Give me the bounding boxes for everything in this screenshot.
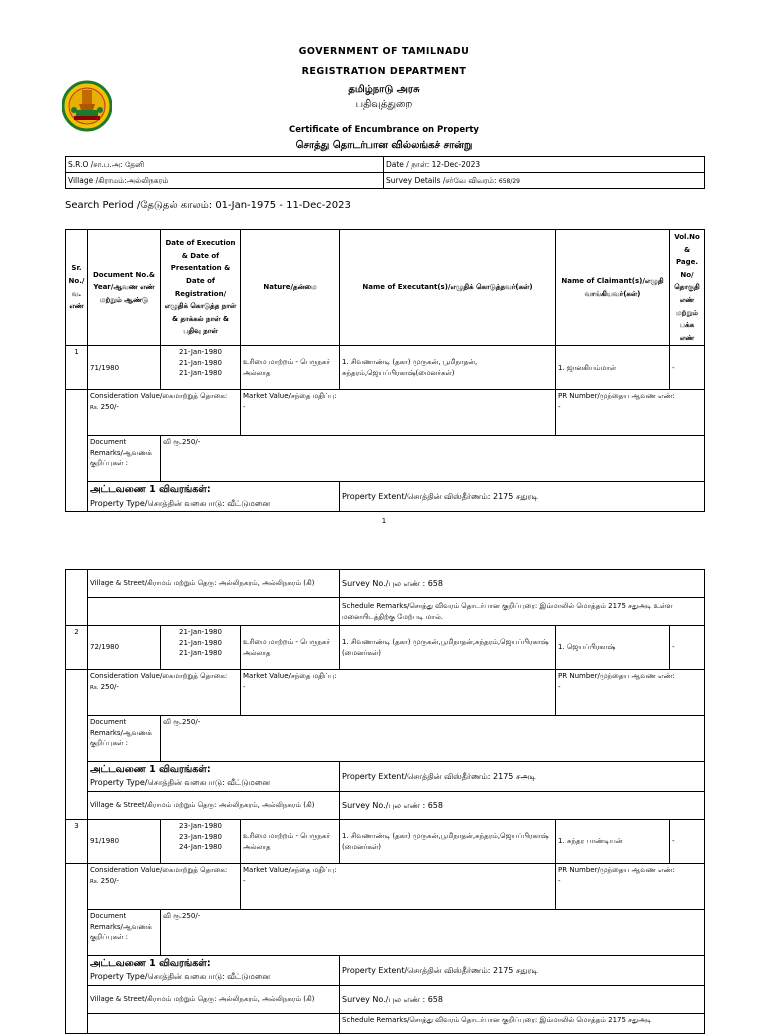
entry-vol: - (670, 626, 705, 670)
govt-title-tamil: தமிழ்நாடு அரசு (348, 84, 420, 95)
remarks-row (66, 910, 705, 956)
remarks-row (66, 716, 705, 762)
remarks-value: வி ரூ.250/- (161, 716, 705, 762)
entry-dates: 21-Jan-1980 21-Jan-1980 21-Jan-1980 (161, 346, 241, 390)
property-extent: Property Extent/சொத்தின் விஸ்தீர்ணம்: 2175 சஅடி (340, 762, 705, 792)
entry-sr: 1 (66, 346, 88, 390)
remarks-label: Document Remarks/ஆவணக் குறிப்புகள் : (88, 436, 161, 482)
dept-title-tamil: பதிவுத்துறை (355, 99, 413, 110)
entry-executant: 1. சிவணாண்டி (தகா) முருகன்,பூமிநாதன்,சுந்தரம்,ஜெயப்பிரகாஷ் (மைனர்கள்) (340, 626, 556, 670)
entry-nature: உரிமை மாற்றம் - பெருநகர் அல்லாத (241, 626, 340, 670)
entries-table-page2 (65, 569, 705, 1034)
schedule-row (66, 956, 705, 986)
dept-title: REGISTRATION DEPARTMENT (301, 66, 467, 77)
entries-table-page1 (65, 229, 705, 512)
entry-sr: 2 (66, 626, 88, 670)
col-doc: Document No.& Year/ஆவண எண் மற்றும் ஆண்டு (88, 230, 161, 346)
entry-sr: 3 (66, 820, 88, 864)
property-extent: Property Extent/சொத்தின் விஸ்தீர்ணம்: 2175 சதுரடி (340, 482, 705, 512)
entry-dates: 23-Jan-1980 23-Jan-1980 24-Jan-1980 (161, 820, 241, 864)
consideration-row (66, 390, 705, 436)
table-row (66, 626, 705, 670)
remarks-row (66, 436, 705, 482)
market-value-cell: Market Value/சந்தை மதிப்பு: - (241, 864, 556, 910)
village-street-cell: Village & Street/கிராமம் மற்றும் தெரு: அல்லிநகரம், அல்லிநகரம் (கி) (88, 570, 340, 598)
table-row (66, 346, 705, 390)
market-value-cell: Market Value/சந்தை மதிப்பு: - (241, 390, 556, 436)
consideration-cell: Consideration Value/கைமாற்றுத் தொகை: Rs. 250/- (88, 864, 241, 910)
entry-doc: 72/1980 (88, 626, 161, 670)
entry-claimant: 1. ஜானகியம்மாள் (556, 346, 670, 390)
schedule-row (66, 482, 705, 512)
remarks-label: Document Remarks/ஆவணக் குறிப்புகள் : (88, 716, 161, 762)
certificate-title-tamil: சொத்து தொடர்பான வில்லங்கச் சான்று (295, 140, 473, 151)
remarks-value: வி ரூ.250/- (161, 436, 705, 482)
entry-vol: - (670, 346, 705, 390)
col-claimant: Name of Claimant(s)/எழுதி வாங்கியவர்(கள்) (556, 230, 670, 346)
market-value-cell: Market Value/சந்தை மதிப்பு: - (241, 670, 556, 716)
entry-executant: 1. சிவணாண்டி (தகா) முருகன், பூமிநாதன், சுந்தரம்,ஜெயப்பிரகாஷ்(மைனர்கள்) (340, 346, 556, 390)
schedule-remarks-cell: Schedule Remarks/சொத்து விவரம் தொடர்பான குறிப்புரை: இம்மாலில் மொத்தம் 2175 சதுஅடி உள்ள மனையிடத்திற்கு மேற்படி மால். (340, 598, 705, 626)
col-executant: Name of Executant(s)/எழுதிக் கொடுத்தவர்(கள்) (340, 230, 556, 346)
col-nature: Nature/தன்மை (241, 230, 340, 346)
village-street-row (66, 570, 705, 598)
entry-claimant: 1. ஜெயப்பிரகாஷ் (556, 626, 670, 670)
column-headers (66, 230, 705, 346)
survey-no-cell: Survey No./புல எண் : 658 (340, 986, 705, 1014)
survey-details-cell: Survey Details /சர்வே விவரம்: 658/29 (384, 173, 705, 189)
village-street-cell: Village & Street/கிராமம் மற்றும் தெரு: அல்லிநகரம், அல்லிநகரம் (கி) (88, 986, 340, 1014)
page-2 (0, 540, 768, 1024)
meta-table (65, 156, 705, 189)
entry-claimant: 1. சுந்தர பாண்டியன் (556, 820, 670, 864)
village-cell: Village /கிராமம்:அல்லிநகரம் (66, 173, 384, 189)
entry-doc: 91/1980 (88, 820, 161, 864)
govt-title: GOVERNMENT OF TAMILNADU (298, 46, 470, 57)
consideration-row (66, 670, 705, 716)
certificate-title: Certificate of Encumbrance on Property (289, 125, 479, 135)
pr-number-cell: PR Number/முந்தைய ஆவண எண்: - (556, 390, 705, 436)
village-street-row (66, 792, 705, 820)
pr-number-cell: PR Number/முந்தைய ஆவண எண்: - (556, 670, 705, 716)
sro-cell: S.R.O /சா.ப.அ: தேனி (66, 157, 384, 173)
schedule-remarks-row (66, 598, 705, 626)
table-row (66, 820, 705, 864)
village-street-row (66, 986, 705, 1014)
page-number: 1 (381, 517, 387, 525)
search-period: Search Period /தேடுதல் காலம்: 01-Jan-1975 - 11-Dec-2023 (65, 200, 351, 211)
schedule-cell: அட்டவணை 1 விவரங்கள்: Property Type/சொத்தின் வகைபாடு: வீட்டுமனை (88, 482, 340, 512)
remarks-label: Document Remarks/ஆவணக் குறிப்புகள் : (88, 910, 161, 956)
consideration-cell: Consideration Value/கைமாற்றுத் தொகை: Rs. 250/- (88, 670, 241, 716)
col-sr: Sr. No./ வ. எண் (66, 230, 88, 346)
entry-dates: 21-Jan-1980 21-Jan-1980 21-Jan-1980 (161, 626, 241, 670)
pr-number-cell: PR Number/முந்தைய ஆவண எண்: - (556, 864, 705, 910)
col-dates: Date of Execution & Date of Presentation & Date of Registration/ எழுதிக் கொடுத்த நாள் & தாக்கல் நாள் & பதிவு நாள் (161, 230, 241, 346)
schedule-cell: அட்டவணை 1 விவரங்கள்: Property Type/சொத்தின் வகைபாடு: வீட்டுமனை (88, 762, 340, 792)
col-vol: Vol.No & Page. No/ தொகுதி எண் மற்றும் பக்க எண் (670, 230, 705, 346)
schedule-row (66, 762, 705, 792)
property-extent: Property Extent/சொத்தின் விஸ்தீர்ணம்: 2175 சதுரடி (340, 956, 705, 986)
survey-no-cell: Survey No./புல எண் : 658 (340, 570, 705, 598)
schedule-remarks-cell: Schedule Remarks/சொத்து விவரம் தொடர்பான குறிப்புரை: இம்மாலில் மொத்தம் 2175 சதுஅடி (340, 1014, 705, 1034)
survey-no-cell: Survey No./புல எண் : 658 (340, 792, 705, 820)
remarks-value: வி ரூ.250/- (161, 910, 705, 956)
consideration-cell: Consideration Value/கைமாற்றுத் தொகை: Rs. 250/- (88, 390, 241, 436)
entry-nature: உரிமை மாற்றம் - பெருநகர் அல்லாத (241, 346, 340, 390)
entry-executant: 1. சிவணாண்டி (தகா) முருகன்,பூமிநாதன்,சுந்தரம்,ஜெயப்பிரகாஷ் (மைனர்கள்) (340, 820, 556, 864)
entry-nature: உரிமை மாற்றம் - பெருநகர் அல்லாத (241, 820, 340, 864)
entry-vol: - (670, 820, 705, 864)
date-cell: Date / நாள்: 12-Dec-2023 (384, 157, 705, 173)
consideration-row (66, 864, 705, 910)
village-street-cell: Village & Street/கிராமம் மற்றும் தெரு: அல்லிநகரம், அல்லிநகரம் (கி) (88, 792, 340, 820)
entry-doc: 71/1980 (88, 346, 161, 390)
schedule-cell: அட்டவணை 1 விவரங்கள்: Property Type/சொத்தின் வகைபாடு: வீட்டுமனை (88, 956, 340, 986)
